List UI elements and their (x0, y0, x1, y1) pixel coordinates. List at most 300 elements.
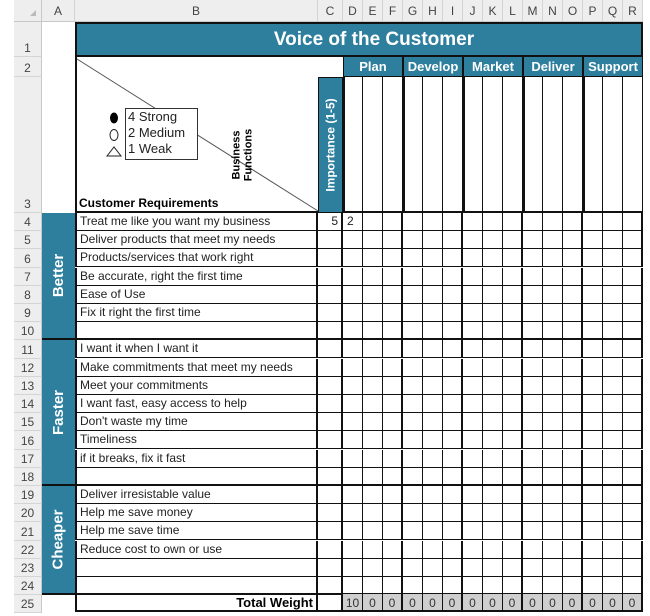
relationship-cell[interactable] (443, 340, 463, 358)
relationship-cell[interactable] (403, 268, 423, 286)
row-header-4[interactable]: 4 (14, 213, 42, 231)
relationship-cell[interactable] (403, 213, 423, 231)
relationship-cell[interactable] (463, 486, 483, 504)
relationship-cell[interactable] (563, 522, 583, 540)
requirement-cell[interactable]: Timeliness (75, 431, 318, 449)
column-header-E[interactable]: E (363, 0, 383, 22)
relationship-cell[interactable] (563, 213, 583, 231)
relationship-cell[interactable] (523, 559, 543, 577)
relationship-cell[interactable] (363, 249, 383, 267)
requirement-cell[interactable]: I want fast, easy access to help (75, 395, 318, 413)
relationship-cell[interactable] (503, 268, 523, 286)
row-header-18[interactable]: 18 (14, 468, 42, 486)
relationship-cell[interactable] (583, 268, 603, 286)
relationship-cell[interactable] (583, 231, 603, 249)
relationship-cell[interactable] (383, 249, 403, 267)
relationship-cell[interactable] (483, 304, 503, 322)
requirement-cell[interactable] (75, 577, 318, 595)
relationship-cell[interactable] (363, 504, 383, 522)
relationship-cell[interactable] (423, 577, 443, 595)
relationship-cell[interactable] (603, 450, 623, 468)
relationship-cell[interactable] (383, 231, 403, 249)
relationship-cell[interactable] (383, 431, 403, 449)
relationship-cell[interactable] (343, 431, 363, 449)
row-header-3[interactable]: 3 (14, 77, 42, 213)
relationship-cell[interactable] (603, 249, 623, 267)
relationship-cell[interactable] (403, 559, 423, 577)
relationship-cell[interactable] (443, 249, 463, 267)
row-header-12[interactable]: 12 (14, 359, 42, 377)
relationship-cell[interactable] (583, 322, 603, 340)
relationship-cell[interactable] (503, 468, 523, 486)
relationship-cell[interactable] (523, 322, 543, 340)
function-header-cell[interactable] (623, 77, 643, 213)
relationship-cell[interactable] (603, 377, 623, 395)
relationship-cell[interactable] (423, 522, 443, 540)
relationship-cell[interactable] (343, 450, 363, 468)
relationship-cell[interactable] (603, 322, 623, 340)
relationship-cell[interactable] (523, 450, 543, 468)
column-header-M[interactable]: M (523, 0, 543, 22)
relationship-cell[interactable] (443, 486, 463, 504)
relationship-cell[interactable] (363, 486, 383, 504)
total-importance-cell[interactable] (318, 594, 343, 612)
relationship-cell[interactable] (503, 249, 523, 267)
relationship-cell[interactable] (603, 268, 623, 286)
relationship-cell[interactable] (603, 304, 623, 322)
relationship-cell[interactable] (543, 268, 563, 286)
relationship-cell[interactable] (383, 340, 403, 358)
relationship-cell[interactable] (543, 522, 563, 540)
relationship-cell[interactable] (603, 213, 623, 231)
relationship-cell[interactable] (583, 359, 603, 377)
relationship-cell[interactable] (583, 577, 603, 595)
relationship-cell[interactable] (463, 541, 483, 559)
relationship-cell[interactable] (463, 395, 483, 413)
row-header-8[interactable]: 8 (14, 286, 42, 304)
row-header-16[interactable]: 16 (14, 431, 42, 449)
relationship-cell[interactable] (503, 559, 523, 577)
relationship-cell[interactable] (583, 468, 603, 486)
column-header-B[interactable]: B (75, 0, 318, 22)
relationship-cell[interactable] (363, 377, 383, 395)
relationship-cell[interactable] (503, 577, 523, 595)
relationship-cell[interactable] (583, 541, 603, 559)
requirement-cell[interactable] (75, 468, 318, 486)
relationship-cell[interactable] (563, 486, 583, 504)
relationship-cell[interactable] (603, 340, 623, 358)
relationship-cell[interactable] (443, 359, 463, 377)
relationship-cell[interactable] (563, 395, 583, 413)
relationship-cell[interactable] (583, 377, 603, 395)
row-header-24[interactable]: 24 (14, 577, 42, 595)
function-header-cell[interactable] (343, 77, 363, 213)
relationship-cell[interactable] (543, 213, 563, 231)
importance-cell[interactable] (318, 413, 343, 431)
relationship-cell[interactable] (363, 322, 383, 340)
relationship-cell[interactable] (343, 268, 363, 286)
function-header-cell[interactable] (423, 77, 443, 213)
relationship-cell[interactable] (423, 559, 443, 577)
relationship-cell[interactable] (343, 522, 363, 540)
relationship-cell[interactable] (543, 541, 563, 559)
importance-cell[interactable] (318, 431, 343, 449)
relationship-cell[interactable] (403, 286, 423, 304)
requirement-cell[interactable]: Ease of Use (75, 286, 318, 304)
relationship-cell[interactable] (383, 577, 403, 595)
relationship-cell[interactable] (603, 504, 623, 522)
relationship-cell[interactable] (463, 504, 483, 522)
relationship-cell[interactable] (583, 413, 603, 431)
relationship-cell[interactable] (523, 541, 543, 559)
relationship-cell[interactable] (423, 504, 443, 522)
relationship-cell[interactable] (343, 468, 363, 486)
relationship-cell[interactable] (423, 359, 443, 377)
requirement-cell[interactable]: Make commitments that meet my needs (75, 359, 318, 377)
relationship-cell[interactable] (483, 377, 503, 395)
relationship-cell[interactable] (443, 450, 463, 468)
relationship-cell[interactable] (423, 377, 443, 395)
relationship-cell[interactable] (523, 359, 543, 377)
relationship-cell[interactable] (543, 486, 563, 504)
relationship-cell[interactable] (623, 340, 643, 358)
column-header-N[interactable]: N (543, 0, 563, 22)
relationship-cell[interactable] (483, 541, 503, 559)
relationship-cell[interactable] (343, 541, 363, 559)
requirement-cell[interactable]: Treat me like you want my business (75, 213, 318, 231)
relationship-cell[interactable] (623, 304, 643, 322)
relationship-cell[interactable] (503, 413, 523, 431)
relationship-cell[interactable] (603, 522, 623, 540)
relationship-cell[interactable] (443, 268, 463, 286)
relationship-cell[interactable] (443, 559, 463, 577)
relationship-cell[interactable] (463, 450, 483, 468)
relationship-cell[interactable] (443, 231, 463, 249)
column-header-I[interactable]: I (443, 0, 463, 22)
importance-cell[interactable] (318, 450, 343, 468)
column-header-P[interactable]: P (583, 0, 603, 22)
relationship-cell[interactable] (423, 322, 443, 340)
relationship-cell[interactable] (563, 541, 583, 559)
requirement-cell[interactable]: Don't waste my time (75, 413, 318, 431)
relationship-cell[interactable] (443, 304, 463, 322)
relationship-cell[interactable] (463, 431, 483, 449)
relationship-cell[interactable] (523, 395, 543, 413)
relationship-cell[interactable] (423, 541, 443, 559)
function-header-cell[interactable] (483, 77, 503, 213)
relationship-cell[interactable] (603, 577, 623, 595)
relationship-cell[interactable] (543, 395, 563, 413)
importance-cell[interactable] (318, 486, 343, 504)
relationship-cell[interactable] (403, 522, 423, 540)
relationship-cell[interactable] (403, 377, 423, 395)
relationship-cell[interactable] (483, 522, 503, 540)
relationship-cell[interactable] (383, 304, 403, 322)
requirement-cell[interactable]: if it breaks, fix it fast (75, 450, 318, 468)
relationship-cell[interactable] (443, 504, 463, 522)
relationship-cell[interactable] (383, 522, 403, 540)
relationship-cell[interactable] (343, 413, 363, 431)
relationship-cell[interactable] (363, 577, 383, 595)
row-header-21[interactable]: 21 (14, 522, 42, 540)
importance-cell[interactable] (318, 304, 343, 322)
relationship-cell[interactable] (623, 541, 643, 559)
select-all-corner[interactable] (14, 0, 42, 22)
row-header-10[interactable]: 10 (14, 322, 42, 340)
relationship-cell[interactable] (563, 504, 583, 522)
relationship-cell[interactable] (483, 504, 503, 522)
relationship-cell[interactable] (503, 340, 523, 358)
relationship-cell[interactable] (463, 377, 483, 395)
relationship-cell[interactable] (463, 577, 483, 595)
relationship-cell[interactable] (403, 577, 423, 595)
relationship-cell[interactable] (363, 468, 383, 486)
row-header-9[interactable]: 9 (14, 304, 42, 322)
function-header-cell[interactable] (603, 77, 623, 213)
relationship-cell[interactable] (363, 522, 383, 540)
relationship-cell[interactable] (523, 231, 543, 249)
requirement-cell[interactable]: Products/services that work right (75, 249, 318, 267)
function-header-cell[interactable] (363, 77, 383, 213)
relationship-cell[interactable] (343, 231, 363, 249)
relationship-cell[interactable] (463, 213, 483, 231)
relationship-cell[interactable] (383, 286, 403, 304)
relationship-cell[interactable] (483, 322, 503, 340)
relationship-cell[interactable] (523, 304, 543, 322)
relationship-cell[interactable] (623, 522, 643, 540)
relationship-cell[interactable] (543, 377, 563, 395)
relationship-cell[interactable] (403, 249, 423, 267)
relationship-cell[interactable] (623, 431, 643, 449)
relationship-cell[interactable] (363, 359, 383, 377)
requirement-cell[interactable] (75, 559, 318, 577)
relationship-cell[interactable] (403, 450, 423, 468)
relationship-cell[interactable] (583, 249, 603, 267)
relationship-cell[interactable] (403, 322, 423, 340)
importance-cell[interactable] (318, 522, 343, 540)
relationship-cell[interactable] (523, 431, 543, 449)
relationship-cell[interactable] (623, 249, 643, 267)
relationship-cell[interactable] (603, 231, 623, 249)
relationship-cell[interactable] (343, 577, 363, 595)
relationship-cell[interactable] (503, 213, 523, 231)
relationship-cell[interactable] (423, 431, 443, 449)
relationship-cell[interactable] (563, 231, 583, 249)
relationship-cell[interactable] (423, 340, 443, 358)
function-header-cell[interactable] (463, 77, 483, 213)
relationship-cell[interactable] (523, 468, 543, 486)
row-header-11[interactable]: 11 (14, 340, 42, 358)
relationship-cell[interactable] (503, 377, 523, 395)
relationship-cell[interactable] (583, 486, 603, 504)
relationship-cell[interactable] (363, 413, 383, 431)
column-header-H[interactable]: H (423, 0, 443, 22)
relationship-cell[interactable] (383, 504, 403, 522)
relationship-cell[interactable] (623, 322, 643, 340)
relationship-cell[interactable] (583, 304, 603, 322)
relationship-cell[interactable] (583, 431, 603, 449)
relationship-cell[interactable] (383, 468, 403, 486)
relationship-cell[interactable] (363, 213, 383, 231)
relationship-cell[interactable] (563, 268, 583, 286)
relationship-cell[interactable] (503, 395, 523, 413)
relationship-cell[interactable] (383, 359, 403, 377)
relationship-cell[interactable] (543, 450, 563, 468)
relationship-cell[interactable] (483, 431, 503, 449)
column-header-O[interactable]: O (563, 0, 583, 22)
relationship-cell[interactable] (543, 340, 563, 358)
requirement-cell[interactable]: Meet your commitments (75, 377, 318, 395)
relationship-cell[interactable] (383, 486, 403, 504)
row-header-17[interactable]: 17 (14, 450, 42, 468)
relationship-cell[interactable] (543, 413, 563, 431)
relationship-cell[interactable] (503, 304, 523, 322)
relationship-cell[interactable] (423, 395, 443, 413)
row-header-2[interactable]: 2 (14, 57, 42, 77)
relationship-cell[interactable] (603, 286, 623, 304)
relationship-cell[interactable] (563, 359, 583, 377)
relationship-cell[interactable] (563, 468, 583, 486)
relationship-cell[interactable] (523, 504, 543, 522)
relationship-cell[interactable] (483, 340, 503, 358)
relationship-cell[interactable] (423, 249, 443, 267)
relationship-cell[interactable] (403, 431, 423, 449)
relationship-cell[interactable] (583, 213, 603, 231)
relationship-cell[interactable] (603, 468, 623, 486)
row-header-7[interactable]: 7 (14, 268, 42, 286)
relationship-cell[interactable] (623, 359, 643, 377)
relationship-cell[interactable] (503, 286, 523, 304)
relationship-cell[interactable] (583, 340, 603, 358)
relationship-cell[interactable] (443, 431, 463, 449)
relationship-cell[interactable] (403, 340, 423, 358)
relationship-cell[interactable] (503, 322, 523, 340)
relationship-cell[interactable] (423, 213, 443, 231)
relationship-cell[interactable] (483, 450, 503, 468)
row-header-5[interactable]: 5 (14, 231, 42, 249)
importance-cell[interactable] (318, 468, 343, 486)
relationship-cell[interactable] (463, 249, 483, 267)
relationship-cell[interactable] (543, 286, 563, 304)
function-header-cell[interactable] (583, 77, 603, 213)
requirement-cell[interactable]: Reduce cost to own or use (75, 541, 318, 559)
relationship-cell[interactable] (463, 559, 483, 577)
relationship-cell[interactable] (543, 304, 563, 322)
relationship-cell[interactable] (623, 577, 643, 595)
row-header-20[interactable]: 20 (14, 504, 42, 522)
relationship-cell[interactable] (443, 395, 463, 413)
importance-cell[interactable] (318, 340, 343, 358)
relationship-cell[interactable] (443, 377, 463, 395)
importance-cell[interactable] (318, 504, 343, 522)
row-header-15[interactable]: 15 (14, 413, 42, 431)
relationship-cell[interactable] (543, 249, 563, 267)
requirement-cell[interactable]: I want it when I want it (75, 340, 318, 358)
relationship-cell[interactable] (623, 213, 643, 231)
relationship-cell[interactable] (403, 231, 423, 249)
relationship-cell[interactable] (503, 541, 523, 559)
relationship-cell[interactable] (343, 559, 363, 577)
importance-cell[interactable] (318, 231, 343, 249)
relationship-cell[interactable] (603, 431, 623, 449)
relationship-cell[interactable] (523, 577, 543, 595)
row-header-22[interactable]: 22 (14, 541, 42, 559)
relationship-cell[interactable] (423, 468, 443, 486)
relationship-cell[interactable] (463, 268, 483, 286)
function-header-cell[interactable] (443, 77, 463, 213)
relationship-cell[interactable] (423, 304, 443, 322)
relationship-cell[interactable] (483, 468, 503, 486)
relationship-cell[interactable] (523, 268, 543, 286)
relationship-cell[interactable] (563, 413, 583, 431)
relationship-cell[interactable] (403, 413, 423, 431)
requirement-cell[interactable]: Be accurate, right the first time (75, 268, 318, 286)
column-header-C[interactable]: C (318, 0, 343, 22)
function-header-cell[interactable] (563, 77, 583, 213)
column-header-G[interactable]: G (403, 0, 423, 22)
relationship-cell[interactable] (503, 359, 523, 377)
relationship-cell[interactable] (543, 431, 563, 449)
relationship-cell[interactable] (603, 413, 623, 431)
relationship-cell[interactable] (383, 450, 403, 468)
column-header-J[interactable]: J (463, 0, 483, 22)
column-header-Q[interactable]: Q (603, 0, 623, 22)
relationship-cell[interactable] (623, 377, 643, 395)
relationship-cell[interactable] (543, 559, 563, 577)
relationship-cell[interactable] (463, 340, 483, 358)
relationship-cell[interactable] (403, 304, 423, 322)
relationship-cell[interactable] (563, 304, 583, 322)
relationship-cell[interactable] (383, 559, 403, 577)
requirement-cell[interactable]: Help me save time (75, 522, 318, 540)
relationship-cell[interactable] (383, 322, 403, 340)
row-header-14[interactable]: 14 (14, 395, 42, 413)
relationship-cell[interactable] (583, 522, 603, 540)
relationship-cell[interactable] (343, 286, 363, 304)
relationship-cell[interactable] (343, 486, 363, 504)
relationship-cell[interactable] (543, 468, 563, 486)
relationship-cell[interactable] (443, 213, 463, 231)
relationship-cell[interactable] (403, 486, 423, 504)
relationship-cell[interactable] (483, 286, 503, 304)
relationship-cell[interactable] (563, 286, 583, 304)
relationship-cell[interactable] (563, 450, 583, 468)
row-header-23[interactable]: 23 (14, 559, 42, 577)
relationship-cell[interactable] (503, 522, 523, 540)
importance-cell[interactable]: 5 (318, 213, 343, 231)
relationship-cell[interactable] (423, 450, 443, 468)
relationship-cell[interactable] (363, 231, 383, 249)
row-header-19[interactable]: 19 (14, 486, 42, 504)
importance-cell[interactable] (318, 395, 343, 413)
row-header-6[interactable]: 6 (14, 249, 42, 267)
requirement-cell[interactable] (75, 322, 318, 340)
relationship-cell[interactable] (383, 413, 403, 431)
column-header-F[interactable]: F (383, 0, 403, 22)
relationship-cell[interactable] (463, 304, 483, 322)
relationship-cell[interactable] (623, 450, 643, 468)
relationship-cell[interactable] (423, 413, 443, 431)
relationship-cell[interactable] (483, 231, 503, 249)
requirement-cell[interactable]: Deliver products that meet my needs (75, 231, 318, 249)
relationship-cell[interactable] (443, 322, 463, 340)
function-header-cell[interactable] (543, 77, 563, 213)
relationship-cell[interactable] (543, 577, 563, 595)
relationship-cell[interactable] (363, 286, 383, 304)
relationship-cell[interactable] (503, 431, 523, 449)
relationship-cell[interactable] (383, 541, 403, 559)
relationship-cell[interactable] (383, 213, 403, 231)
